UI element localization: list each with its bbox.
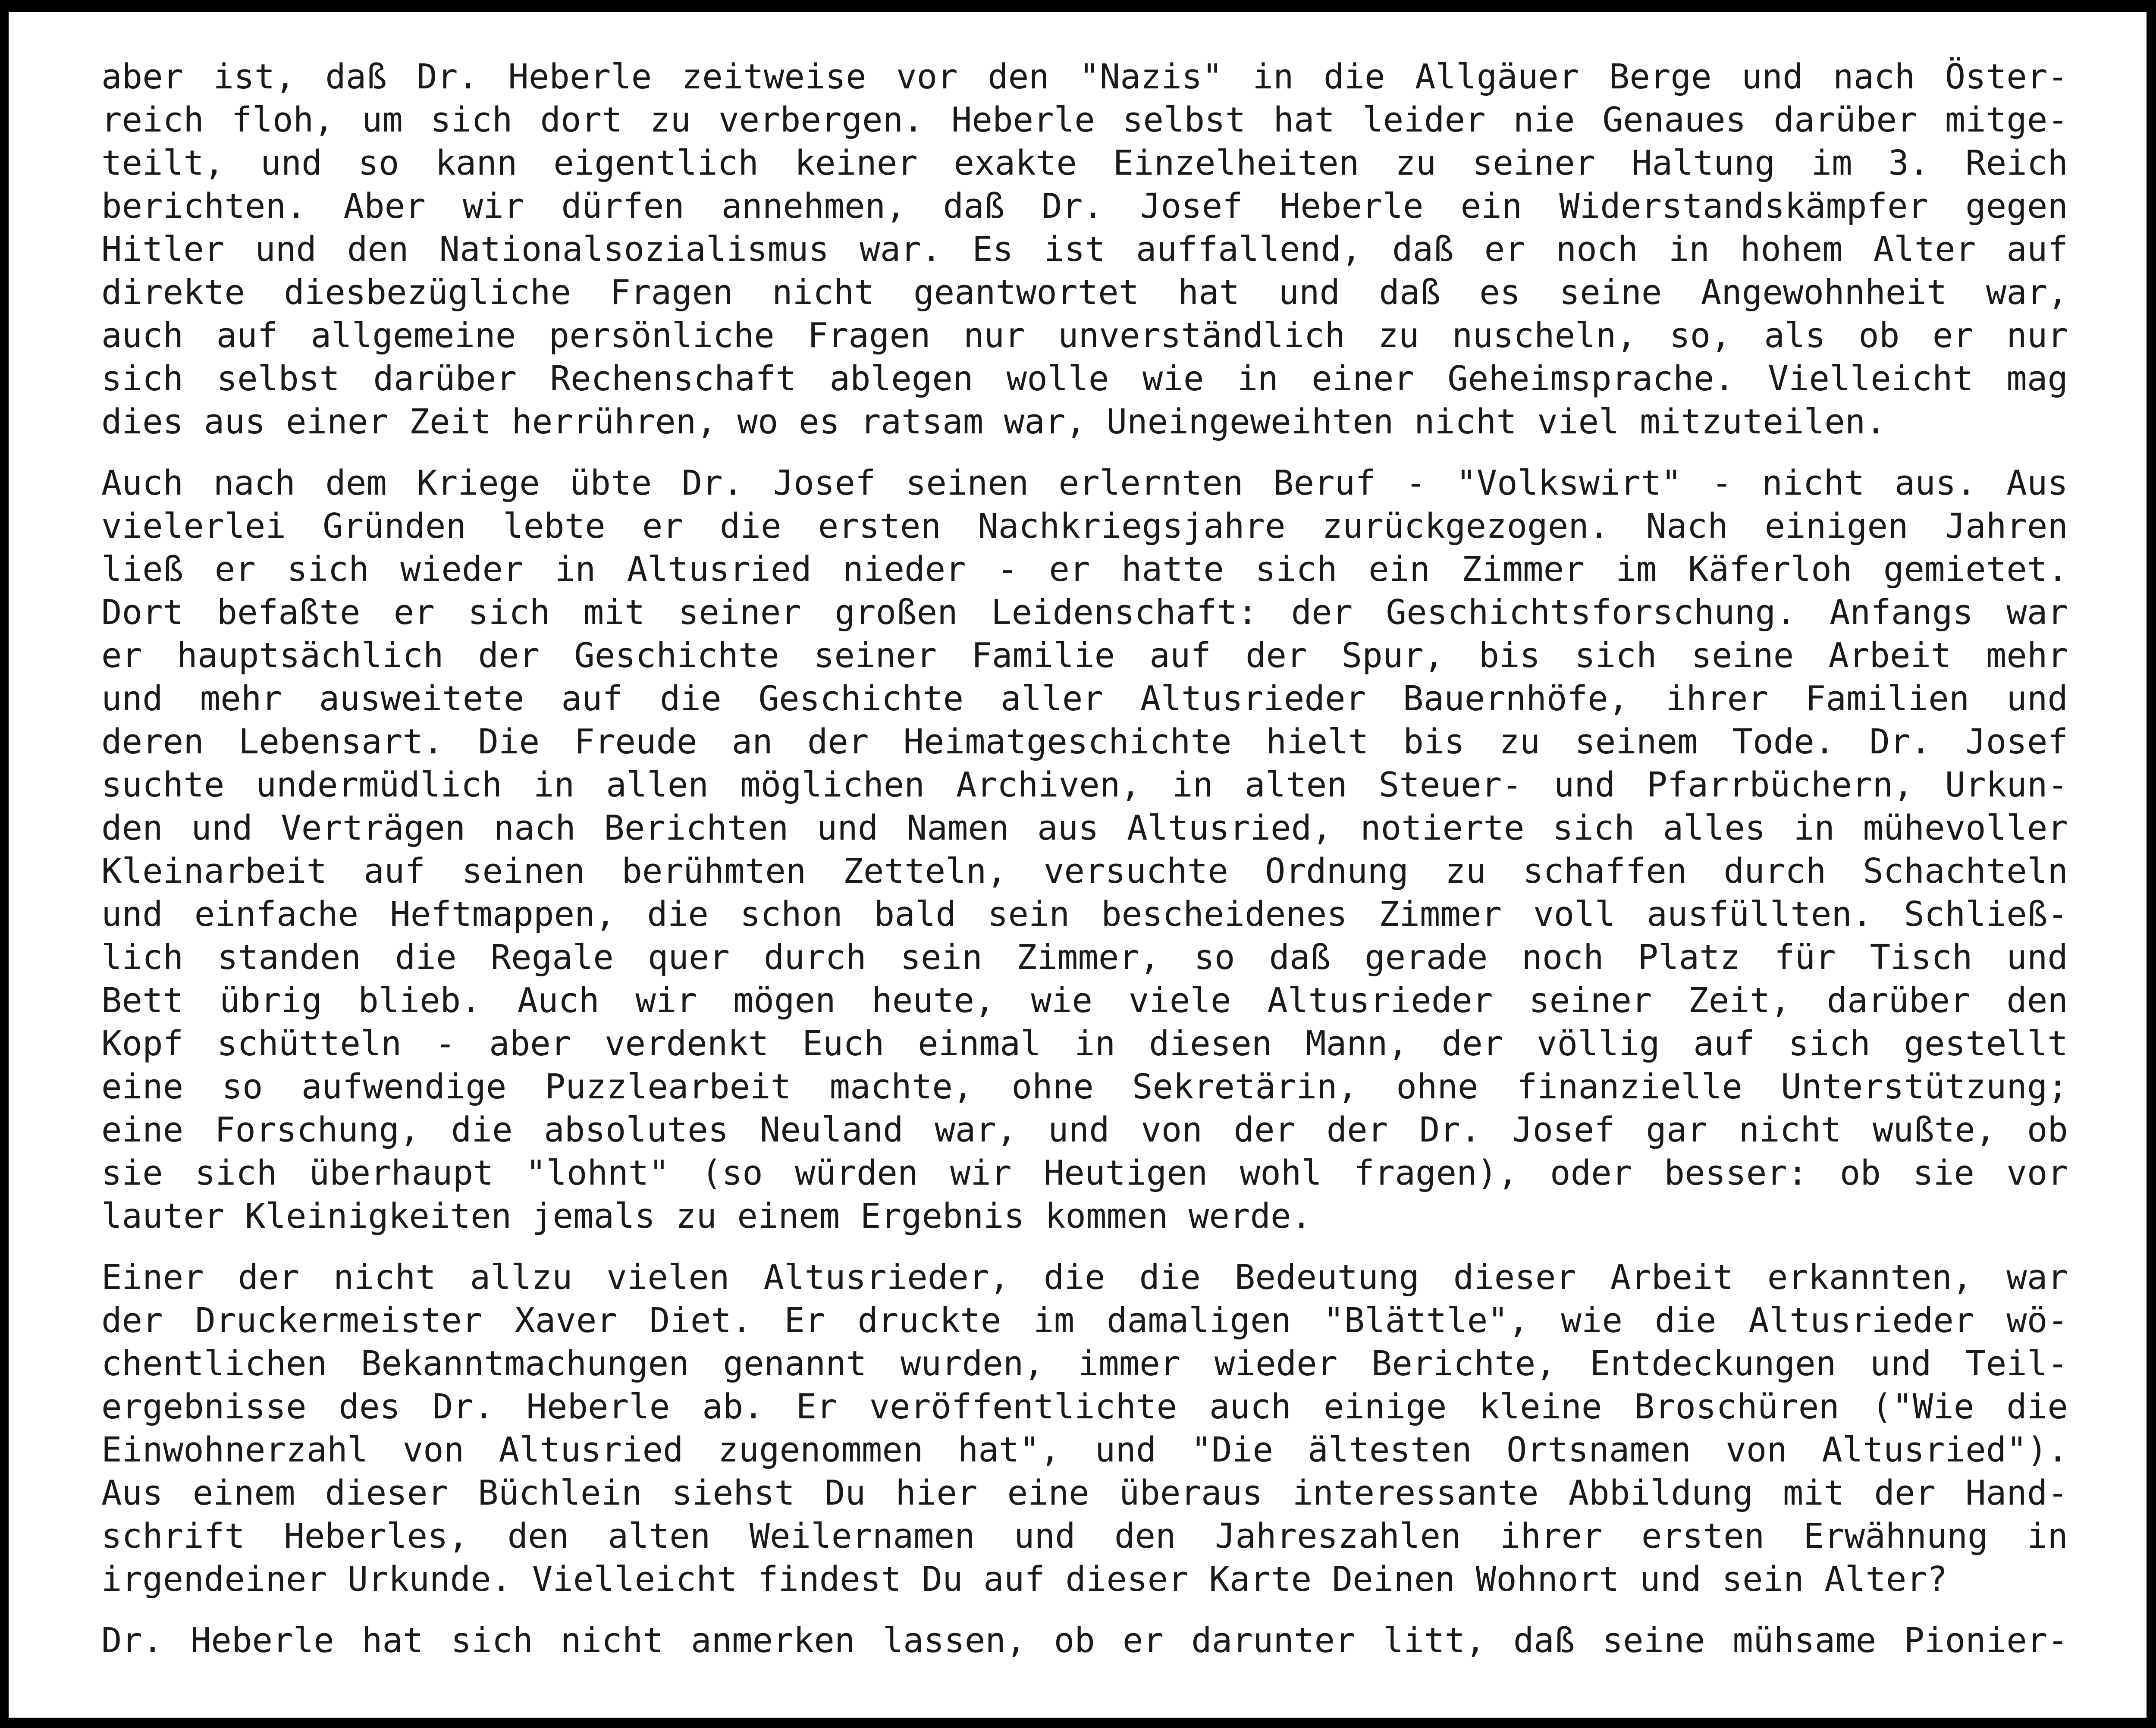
text-line: Einwohnerzahl von Altusried zugenommen hat", und "Die ältesten Ortsnamen von Altusried"). bbox=[101, 1430, 2068, 1470]
text-line: ergebnisse des Dr. Heberle ab. Er veröffentlichte auch einige kleine Broschüren ("Wie die bbox=[101, 1387, 2068, 1427]
text-line: irgendeiner Urkunde. Vielleicht findest Du auf dieser Karte Deinen Wohnort und sein Alter? bbox=[101, 1559, 1948, 1599]
document-page bbox=[9, 12, 2147, 1718]
text-line: schrift Heberles, den alten Weilernamen und den Jahreszahlen ihrer ersten Erwähnung in bbox=[101, 1516, 2068, 1556]
text-line: eine so aufwendige Puzzlearbeit machte, ohne Sekretärin, ohne finanzielle Unterstützung; bbox=[101, 1067, 2068, 1107]
paragraph-4 bbox=[101, 1619, 2068, 1662]
text-line: er hauptsächlich der Geschichte seiner Familie auf der Spur, bis sich seine Arbeit mehr bbox=[101, 636, 2068, 675]
text-line: Dort befaßte er sich mit seiner großen Leidenschaft: der Geschichtsforschung. Anfangs war bbox=[101, 593, 2068, 632]
text-line: Einer der nicht allzu vielen Altusrieder, die die Bedeutung dieser Arbeit erkannten, war bbox=[101, 1258, 2068, 1297]
text-line: lauter Kleinigkeiten jemals zu einem Ergebnis kommen werde. bbox=[101, 1196, 1312, 1236]
text-line: suchte undermüdlich in allen möglichen Archiven, in alten Steuer- und Pfarrbüchern, Urkun- bbox=[101, 765, 2068, 805]
text-line: der Druckermeister Xaver Diet. Er druckte im damaligen "Blättle", wie die Altusrieder wö- bbox=[101, 1301, 2068, 1340]
text-line: berichten. Aber wir dürfen annehmen, daß Dr. Josef Heberle ein Widerstandskämpfer gegen bbox=[101, 186, 2068, 226]
text-line: sie sich überhaupt "lohnt" (so würden wir Heutigen wohl fragen), oder besser: ob sie vor bbox=[101, 1153, 2068, 1193]
text-line: Hitler und den Nationalsozialismus war. Es ist auffallend, daß er noch in hohem Alter auf bbox=[101, 229, 2068, 269]
text-line: Kleinarbeit auf seinen berühmten Zetteln, versuchte Ordnung zu schaffen durch Schachteln bbox=[101, 851, 2068, 891]
text-line: Dr. Heberle hat sich nicht anmerken lassen, ob er darunter litt, daß seine mühsame Pionier- bbox=[101, 1621, 2068, 1660]
text-line: sich selbst darüber Rechenschaft ablegen wolle wie in einer Geheimsprache. Vielleicht mag bbox=[101, 359, 2068, 398]
text-line: und einfache Heftmappen, die schon bald sein bescheidenes Zimmer voll ausfüllten. Schließ- bbox=[101, 894, 2068, 934]
text-line: Kopf schütteln - aber verdenkt Euch einmal in diesen Mann, der völlig auf sich gestellt bbox=[101, 1024, 2068, 1063]
text-line: Auch nach dem Kriege übte Dr. Josef seinen erlernten Beruf - "Volkswirt" - nicht aus. Aus bbox=[101, 463, 2068, 503]
text-line: und mehr ausweitete auf die Geschichte aller Altusrieder Bauernhöfe, ihrer Familien und bbox=[101, 679, 2068, 718]
paragraph-1 bbox=[101, 55, 2068, 443]
text-line: reich floh, um sich dort zu verbergen. Heberle selbst hat leider nie Genaues darüber mitge- bbox=[101, 100, 2068, 140]
text-line: vielerlei Gründen lebte er die ersten Nachkriegsjahre zurückgezogen. Nach einigen Jahren bbox=[101, 506, 2068, 546]
text-line: aber ist, daß Dr. Heberle zeitweise vor den "Nazis" in die Allgäuer Berge und nach Öster- bbox=[101, 57, 2068, 97]
text-line: dies aus einer Zeit herrühren, wo es ratsam war, Uneingeweihten nicht viel mitzuteilen. bbox=[101, 402, 1886, 442]
text-line: deren Lebensart. Die Freude an der Heimatgeschichte hielt bis zu seinem Tode. Dr. Josef bbox=[101, 722, 2068, 762]
paragraph-3 bbox=[101, 1256, 2068, 1601]
paragraph-2 bbox=[101, 461, 2068, 1238]
text-line: ließ er sich wieder in Altusried nieder - er hatte sich ein Zimmer im Käferloh gemietet. bbox=[101, 549, 2068, 589]
text-line: chentlichen Bekanntmachungen genannt wurden, immer wieder Berichte, Entdeckungen und Teil- bbox=[101, 1344, 2068, 1383]
text-line: Aus einem dieser Büchlein siehst Du hier eine überaus interessante Abbildung mit der Hand- bbox=[101, 1473, 2068, 1513]
text-line: auch auf allgemeine persönliche Fragen nur unverständlich zu nuscheln, so, als ob er nur bbox=[101, 316, 2068, 355]
text-line: eine Forschung, die absolutes Neuland war, und von der der Dr. Josef gar nicht wußte, ob bbox=[101, 1110, 2068, 1150]
body-text bbox=[101, 55, 2068, 1680]
text-line: lich standen die Regale quer durch sein Zimmer, so daß gerade noch Platz für Tisch und bbox=[101, 938, 2068, 977]
text-line: teilt, und so kann eigentlich keiner exakte Einzelheiten zu seiner Haltung im 3. Reich bbox=[101, 143, 2068, 183]
text-line: Bett übrig blieb. Auch wir mögen heute, wie viele Altusrieder seiner Zeit, darüber den bbox=[101, 981, 2068, 1020]
text-line: den und Verträgen nach Berichten und Namen aus Altusried, notierte sich alles in mühevoller bbox=[101, 808, 2068, 848]
text-line: direkte diesbezügliche Fragen nicht geantwortet hat und daß es seine Angewohnheit war, bbox=[101, 273, 2068, 312]
